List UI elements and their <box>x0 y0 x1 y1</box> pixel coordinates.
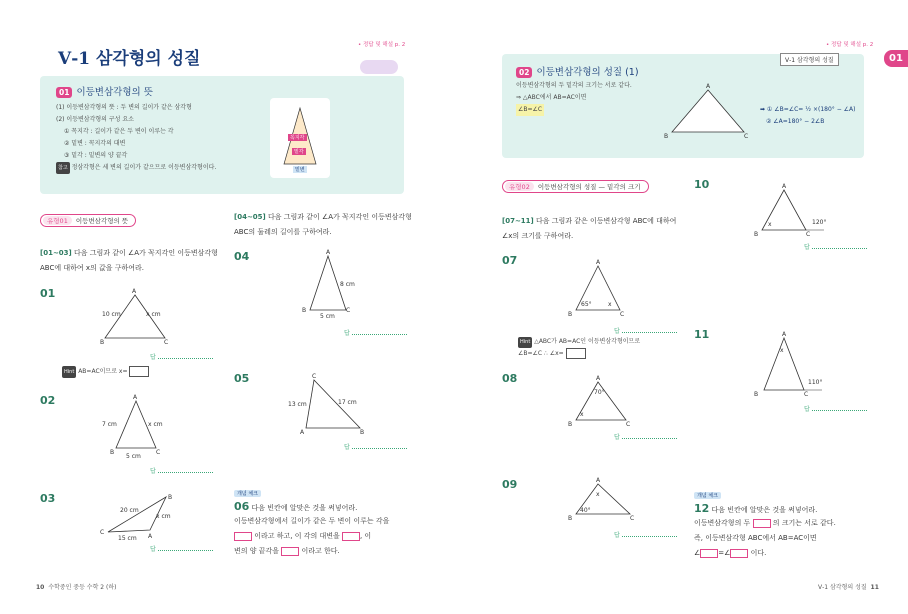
concept-note: 정삼각형은 세 변의 길이가 같으므로 이등변삼각형이다. <box>71 164 217 171</box>
triangle-figure-q11 <box>754 331 832 398</box>
svg-text:A: A <box>596 259 601 266</box>
svg-text:A: A <box>133 394 138 401</box>
svg-text:70°: 70° <box>594 389 605 396</box>
answer-blank[interactable]: 답 <box>614 326 677 335</box>
hint-q01 <box>62 366 149 378</box>
page-footer: 10 수학중인 중등 수학 2 (하) <box>36 584 117 591</box>
svg-text:x: x <box>580 411 584 418</box>
svg-text:A: A <box>326 249 331 256</box>
instruction-text: 다음 그림과 같이 ∠A가 꼭지각인 이등변삼각형 ABC의 둘레의 길이를 구하여라. <box>234 213 412 236</box>
svg-text:A: A <box>782 183 787 190</box>
instruction-07-11: [07~11] 다음 그림과 같은 이등변삼각형 ABC에 대하여 ∠x의 크기를 구하여라. <box>502 217 677 240</box>
question-number: 10 <box>694 178 710 191</box>
type-tag: 유형01 <box>43 216 72 225</box>
fill-blank[interactable] <box>234 532 252 541</box>
side-label: x cm <box>148 421 163 428</box>
question-number: 05 <box>234 372 250 385</box>
question-12-title: 12 다음 빈칸에 알맞은 것을 써넣어라. <box>694 502 818 515</box>
svg-text:x: x <box>780 347 784 354</box>
note-tag: 참고 <box>56 162 70 174</box>
concept-line: ② 밑변 : 꼭지각의 대변 <box>64 140 126 147</box>
concept-number: 01 <box>56 87 72 98</box>
svg-text:C: C <box>744 133 749 140</box>
concept-heading: 이등변삼각형의 뜻 <box>76 87 153 98</box>
svg-text:C: C <box>804 391 809 398</box>
concept-box-01 <box>40 76 404 194</box>
answer-blank[interactable]: 답 <box>614 530 677 539</box>
concept-triangle <box>664 83 749 140</box>
chapter-side-tab: 01 <box>884 50 908 67</box>
svg-text:x: x <box>768 221 772 228</box>
concept-check-tag: 개념 체크 <box>694 492 721 499</box>
concept-line: ③ 밑각 : 밑변의 양 끝각 <box>64 152 128 159</box>
svg-text:C: C <box>620 311 625 318</box>
concept-line: (2) 이등변삼각형의 구성 요소 <box>56 116 134 123</box>
concept-rules: ➡ ① ∠B=∠C= ½ ×(180° − ∠A) ② ∠A=180° − 2∠B <box>760 106 856 125</box>
triangle-figure-q01 <box>100 290 170 345</box>
type-heading <box>40 214 136 227</box>
side-label: 17 cm <box>338 399 357 406</box>
svg-text:C: C <box>100 529 105 536</box>
side-label: 15 cm <box>118 535 137 542</box>
instruction-range: [01~03] <box>40 249 72 257</box>
answer-blank[interactable]: 답 <box>150 466 213 475</box>
question-number: 03 <box>40 492 56 505</box>
question-number: 07 <box>502 254 518 267</box>
svg-text:B: B <box>110 449 115 456</box>
question-number: 08 <box>502 372 518 385</box>
hint-tag: Hint <box>62 366 76 378</box>
svg-text:C: C <box>806 231 811 238</box>
triangle-figure-q05 <box>288 373 366 436</box>
triangle-figure-q04 <box>302 249 356 320</box>
svg-text:B: B <box>568 311 573 318</box>
hint-text: AB=AC이므로 x= <box>78 368 128 375</box>
svg-text:x: x <box>608 301 612 308</box>
apex-angle-label: 꼭지각 <box>290 135 305 141</box>
svg-text:C: C <box>164 339 169 346</box>
chapter-title: Ⅴ-1 삼각형의 성질 <box>58 49 201 69</box>
type-heading: 유형02 이등변삼각형의 성질 — 밑각의 크기 <box>502 180 649 193</box>
svg-text:C: C <box>156 449 161 456</box>
svg-text:A: A <box>148 533 153 540</box>
fill-blank[interactable] <box>342 532 360 541</box>
question-number: 11 <box>694 328 710 341</box>
concept-box-02: 02 이등변삼각형의 성질 (1) Ⅴ-1 삼각형의 성질 이등변삼각형의 두 밑각의 크기는 서로 같다. ⇒ △ABC에서 AB=AC이면 ∠B=∠C A B C ➡ ① ∠B=∠C= ½ ×(180° − ∠A) ② ∠A=180° − 2∠B <box>502 54 864 158</box>
side-label: 10 cm <box>102 311 121 318</box>
instruction-text: 다음 그림과 같이 ∠A가 꼭지각인 이등변삼각형 ABC에 대하여 x의 값을 구하여라. <box>40 249 218 272</box>
svg-text:A: A <box>782 331 787 338</box>
answer-reference: • 정답 및 해설 p. 2 <box>358 42 406 48</box>
svg-text:B: B <box>360 429 365 436</box>
triangle-figure-q09 <box>568 477 636 522</box>
svg-text:B: B <box>168 494 173 501</box>
svg-text:B: B <box>302 307 307 314</box>
decoration-badge <box>360 60 398 74</box>
answer-blank[interactable]: 답 <box>614 432 677 441</box>
right-page <box>454 0 908 614</box>
svg-text:C: C <box>346 307 351 314</box>
fill-blank[interactable] <box>730 549 748 558</box>
instruction-01-03 <box>40 246 218 276</box>
question-06-body: 이등변삼각형에서 길이가 같은 두 변이 이루는 각을 이라고 하고, 이 각의 대변을 , 이 변의 양 끝각을 이라고 한다. <box>234 517 390 555</box>
svg-text:A: A <box>300 429 305 436</box>
question-number: 01 <box>40 287 56 300</box>
base-label: 밑변 <box>295 167 305 173</box>
concept-line: ① 꼭지각 : 길이가 같은 두 변이 이루는 각 <box>64 128 174 135</box>
svg-text:C: C <box>630 515 635 522</box>
answer-reference: • 정답 및 해설 p. 2 <box>826 42 874 48</box>
svg-text:B: B <box>754 231 759 238</box>
svg-text:A: A <box>706 83 711 90</box>
svg-text:x: x <box>596 491 600 498</box>
question-number: 09 <box>502 478 518 491</box>
hint-answer-box[interactable] <box>129 366 149 377</box>
svg-text:B: B <box>664 133 669 140</box>
svg-text:B: B <box>754 391 759 398</box>
svg-text:40°: 40° <box>580 507 591 514</box>
answer-blank[interactable]: 답 <box>344 442 407 451</box>
concept-check-tag: 개념 체크 <box>234 490 261 497</box>
answer-blank[interactable]: 답 <box>804 242 867 251</box>
triangle-figure-q08 <box>568 375 632 428</box>
svg-text:C: C <box>312 373 317 380</box>
fill-blank[interactable] <box>700 549 718 558</box>
triangle-figure-q02 <box>102 394 163 460</box>
triangle-figure-q10 <box>754 183 832 238</box>
fill-blank[interactable] <box>753 519 771 528</box>
svg-text:C: C <box>626 421 631 428</box>
side-label: x cm <box>156 513 171 520</box>
side-label: 13 cm <box>288 401 307 408</box>
svg-text:A: A <box>596 375 601 382</box>
svg-text:110°: 110° <box>808 379 823 386</box>
svg-text:120°: 120° <box>812 219 827 226</box>
svg-text:B: B <box>100 339 105 346</box>
instruction-range: [04~05] <box>234 213 266 221</box>
svg-text:B: B <box>568 421 573 428</box>
question-number: 04 <box>234 250 250 263</box>
fill-blank[interactable] <box>281 547 299 556</box>
hint-q07: Hint △ABC가 AB=AC인 이등변삼각형이므로 ∠B=∠C ∴ ∠x= <box>518 338 641 357</box>
svg-text:65°: 65° <box>581 301 592 308</box>
side-label: 5 cm <box>320 313 335 320</box>
triangle-figure-q07 <box>568 259 628 318</box>
page-footer: Ⅴ-1 삼각형의 성질 11 <box>818 584 879 591</box>
side-label: 20 cm <box>120 507 139 514</box>
type-title: 이등변삼각형의 뜻 <box>75 217 129 225</box>
svg-text:B: B <box>568 515 573 522</box>
concept-triangle <box>280 108 320 174</box>
concept-line: (1) 이등변삼각형의 뜻 : 두 변의 길이가 같은 삼각형 <box>56 104 192 111</box>
answer-blank[interactable]: 답 <box>344 328 407 337</box>
question-number: 02 <box>40 394 56 407</box>
instruction-04-05 <box>234 210 414 240</box>
question-06-title: 06 다음 빈칸에 알맞은 것을 써넣어라. <box>234 500 358 513</box>
answer-blank[interactable]: 답 <box>150 352 213 361</box>
answer-blank[interactable]: 답 <box>804 404 867 413</box>
side-label: 7 cm <box>102 421 117 428</box>
side-label: 5 cm <box>126 453 141 460</box>
answer-blank[interactable]: 답 <box>150 544 213 553</box>
chapter-label: Ⅴ-1 삼각형의 성질 <box>780 53 839 66</box>
svg-text:A: A <box>596 477 601 484</box>
question-12-body: 이등변삼각형의 두 의 크기는 서로 같다. 즉, 이등변삼각형 ABC에서 AB=AC이면 ∠ =∠ 이다. <box>694 519 836 557</box>
concept-text: 이등변삼각형의 두 밑각의 크기는 서로 같다. ⇒ △ABC에서 AB=AC이면 ∠B=∠C <box>516 80 632 116</box>
side-label: 8 cm <box>340 281 355 288</box>
side-label: x cm <box>146 311 161 318</box>
base-angle-label: 밑각 <box>294 149 304 155</box>
triangle-figure-q03 <box>100 494 176 542</box>
svg-text:A: A <box>132 288 137 295</box>
